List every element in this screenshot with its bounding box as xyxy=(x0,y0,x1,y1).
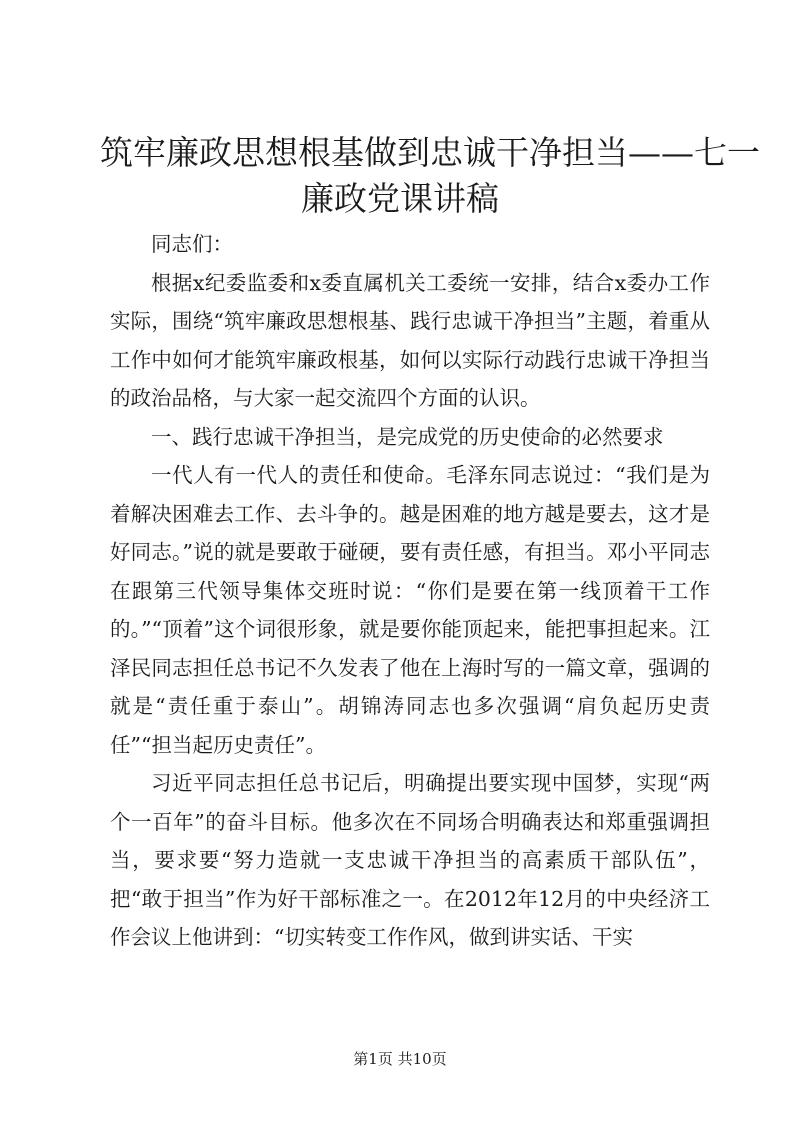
paragraph-responsibility: 一代人有一代人的责任和使命。毛泽东同志说过：“我们是为着解决困难去工作、去斗争的。越是困难的地方越是要去，这才是好同志。”说的就是要敢于碰硬，要有责任感，有担当。邓小平同志在跟第三代领导集体交班时说：“你们是要在第一线顶着干工作的。”“顶着”这个词很形象，就是要你能顶起来，能把事担起来。江泽民同志担任总书记不久发表了他在上海时写的一篇文章，强调的就是“责任重于泰山”。胡锦涛同志也多次强调“肩负起历史责任”“担当起历史责任”。 xyxy=(110,463,710,757)
paragraph-xi: 习近平同志担任总书记后，明确提出要实现中国梦，实现“两个一百年”的奋斗目标。他多次在不同场合明确表达和郑重强调担当，要求要“努力造就一支忠诚干净担当的高素质干部队伍”，把“敢于担当”作为好干部标准之一。在2012年12月的中央经济工作会议上他讲到：“切实转变工作作风，做到讲实话、干实 xyxy=(110,771,710,949)
document-title xyxy=(100,130,760,222)
page-footer: 第1页 共10页 xyxy=(353,1050,447,1068)
title-line-1: 筑牢廉政思想根基做到忠诚干净担当——七一 xyxy=(100,133,760,172)
salutation: 同志们： xyxy=(151,232,233,256)
document-body xyxy=(110,225,710,957)
paragraph-intro: 根据x纪委监委和x委直属机关工委统一安排，结合x委办工作实际，围绕“筑牢廉政思想根基、践行忠诚干净担当”主题，着重从工作中如何才能筑牢廉政根基，如何以实际行动践行忠诚干净担当的政治品格，与大家一起交流四个方面的认识。 xyxy=(110,270,710,410)
section-heading-1: 一、践行忠诚干净担当，是完成党的历史使命的必然要求 xyxy=(151,424,664,449)
title-line-2: 廉政党课讲稿 xyxy=(301,179,499,218)
